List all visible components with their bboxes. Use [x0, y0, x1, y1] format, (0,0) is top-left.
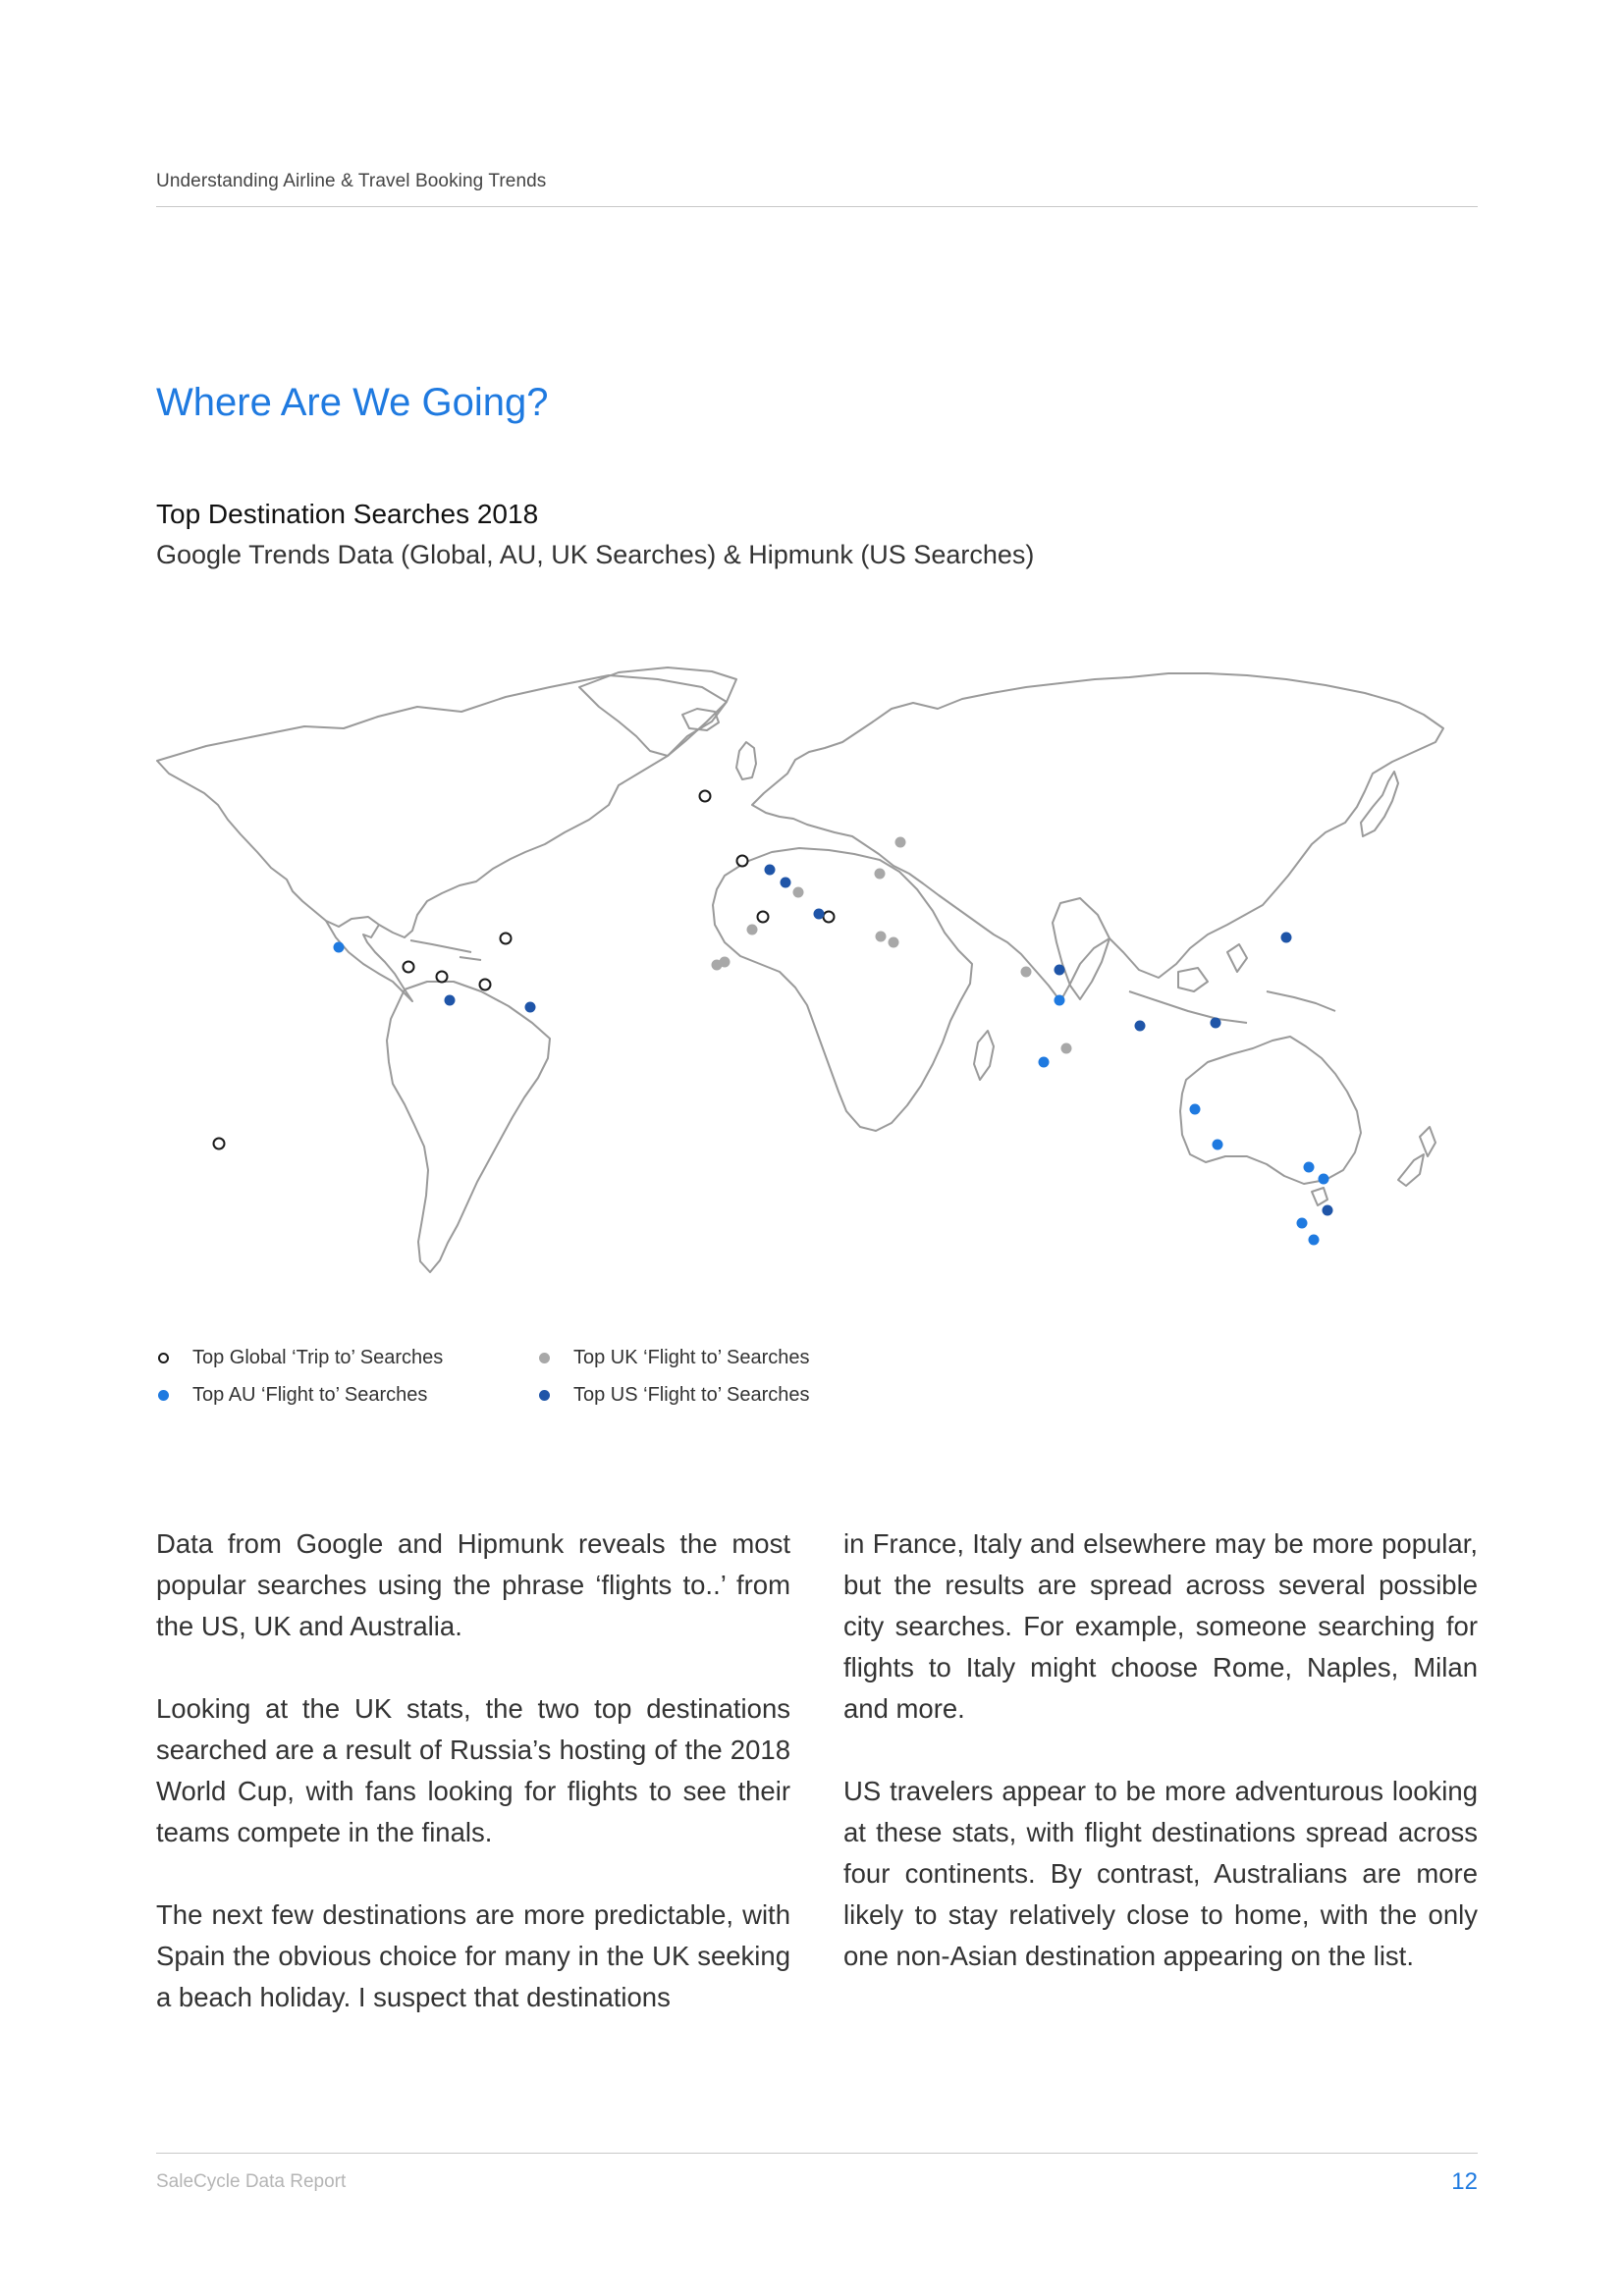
- destination-marker-global: [501, 934, 512, 944]
- destination-marker-au: [1039, 1057, 1050, 1068]
- destination-marker-global: [480, 980, 491, 990]
- footer-rule: [156, 2153, 1478, 2154]
- blue-circle-icon: [158, 1390, 169, 1401]
- australia-outline: [1180, 1037, 1361, 1184]
- destination-markers: [214, 791, 1333, 1246]
- destination-marker-uk: [720, 957, 731, 968]
- paragraph: in France, Italy and elsewhere may be more popular, but the results are spread across several possible city searches. For example, someone searching for flights to Italy might choose Rome, Naples, Milan and more.: [843, 1528, 1478, 1724]
- destination-marker-us: [814, 909, 825, 920]
- page-title: Where Are We Going?: [156, 381, 549, 424]
- map-legend: [156, 1347, 863, 1425]
- paragraph: The next few destinations are more predictable, with Spain the obvious choice for many in the UK seeking a beach holiday. I suspect that destinations: [156, 1899, 790, 2012]
- destination-marker-au: [1309, 1235, 1320, 1246]
- hollow-circle-icon: [158, 1353, 169, 1363]
- legend-label-uk: Top UK ‘Flight to’ Searches: [573, 1347, 810, 1368]
- destination-marker-uk: [875, 869, 886, 880]
- destination-marker-us: [525, 1002, 536, 1013]
- destination-marker-uk: [793, 887, 804, 898]
- legend-item-au: [158, 1384, 427, 1407]
- page-number: 12: [1451, 2168, 1478, 2195]
- continent-outlines: [157, 667, 1443, 1272]
- destination-marker-global: [700, 791, 711, 802]
- central-america-outline: [326, 921, 412, 1001]
- running-title: Understanding Airline & Travel Booking Trends: [156, 171, 547, 191]
- legend-label-us: Top US ‘Flight to’ Searches: [573, 1384, 810, 1406]
- indonesia-outline: [1129, 944, 1335, 1023]
- destination-marker-us: [781, 878, 791, 888]
- destination-marker-us: [1281, 933, 1292, 943]
- destination-marker-global: [758, 912, 769, 923]
- destination-marker-uk: [1061, 1043, 1072, 1054]
- destination-marker-uk: [895, 837, 906, 848]
- body-column-left: [156, 1523, 790, 2059]
- destination-marker-us: [445, 995, 456, 1006]
- south-america-outline: [387, 982, 550, 1272]
- paragraph: Looking at the UK stats, the two top destinations searched are a result of Russia’s hosting of the 2018 World Cup, with fans looking for flights to see their teams compete in the finals.: [156, 1693, 790, 1847]
- destination-marker-us: [1323, 1205, 1333, 1216]
- caribbean-outline: [410, 940, 481, 960]
- destination-marker-global: [824, 912, 835, 923]
- footer-report-name: SaleCycle Data Report: [156, 2171, 347, 2192]
- madagascar-outline: [974, 1031, 994, 1080]
- paragraph: Data from Google and Hipmunk reveals the most popular searches using the phrase ‘flights to..’ from the US, UK and Australia.: [156, 1528, 790, 1641]
- world-map: [147, 658, 1492, 1325]
- legend-item-global: [158, 1347, 443, 1369]
- chart-title: Top Destination Searches 2018: [156, 499, 539, 529]
- india-outline: [1053, 898, 1110, 999]
- destination-marker-au: [334, 942, 345, 953]
- destination-marker-uk: [747, 925, 758, 935]
- destination-marker-global: [437, 972, 448, 983]
- destination-marker-au: [1190, 1104, 1201, 1115]
- destination-marker-uk: [1021, 967, 1032, 978]
- new-zealand-outline: [1398, 1127, 1435, 1186]
- destination-marker-au: [1297, 1218, 1308, 1229]
- destination-marker-us: [1135, 1021, 1146, 1032]
- destination-marker-au: [1213, 1140, 1223, 1150]
- grey-circle-icon: [539, 1353, 550, 1363]
- legend-item-us: [539, 1384, 809, 1407]
- legend-label-au: Top AU ‘Flight to’ Searches: [192, 1384, 428, 1406]
- navy-circle-icon: [539, 1390, 550, 1401]
- legend-item-uk: [539, 1347, 809, 1369]
- header-rule: [156, 206, 1478, 207]
- eurasia-outline: [752, 673, 1443, 1001]
- paragraph: US travelers appear to be more adventurous looking at these stats, with flight destinations spread across four continents. By contrast, Australians are more likely to stay relatively close to home, with the only one non-Asian destination appearing on the list.: [843, 1776, 1478, 1971]
- destination-marker-global: [737, 856, 748, 867]
- body-column-right: [843, 1523, 1478, 2018]
- destination-marker-au: [1055, 995, 1065, 1006]
- japan-outline: [1361, 772, 1398, 836]
- chart-subtitle: Google Trends Data (Global, AU, UK Searches) & Hipmunk (US Searches): [156, 540, 1035, 569]
- destination-marker-us: [1055, 965, 1065, 976]
- legend-label-global: Top Global ‘Trip to’ Searches: [192, 1347, 444, 1368]
- uk-outline: [736, 742, 756, 779]
- destination-marker-uk: [876, 932, 887, 942]
- destination-marker-au: [1304, 1162, 1315, 1173]
- destination-marker-global: [214, 1139, 225, 1149]
- destination-marker-us: [1211, 1018, 1221, 1029]
- destination-marker-us: [765, 865, 776, 876]
- destination-marker-global: [404, 962, 414, 973]
- destination-marker-au: [1319, 1174, 1329, 1185]
- north-america-outline: [157, 675, 727, 937]
- tasmania-outline: [1312, 1188, 1327, 1205]
- destination-marker-uk: [889, 937, 899, 948]
